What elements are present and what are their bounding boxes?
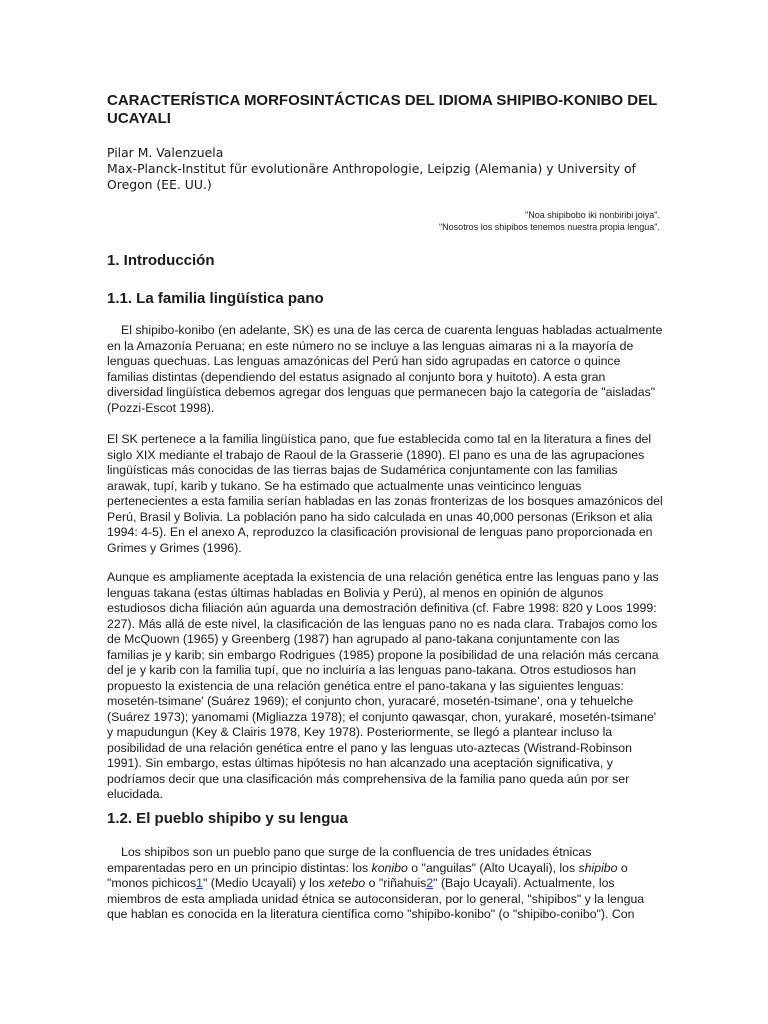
section-heading-familia-pano: 1.1. La familia lingüística pano [107,290,324,307]
author-name: Pilar M. Valenzuela [107,145,224,160]
author-affiliation: Max-Planck-Institut für evolutionäre Anthropologie, Leipzig (Alemania) y University of Oregon (EE. UU.) [107,161,636,192]
term-konibo: konibo [371,860,408,875]
paragraph-4 [107,845,663,923]
document-title: CARACTERÍSTICA MORFOSINTÁCTICAS DEL IDIOMA SHIPIBO-KONIBO DEL UCAYALI [107,92,658,127]
author-block [107,145,667,193]
epigraph-line-1: "Noa shipibobo iki nonbiribi joiya". [525,210,660,220]
paragraph-3-text: Aunque es ampliamente aceptada la existencia de una relación genética entre las lenguas pano y las lenguas takana (estas últimas habladas en Bolivia y Perú), al menos en opinión de algunos estudiosos dicha filiación aún aguarda una demostración definitiva (cf. Fabre 1998: 820 y Loos 1999: 227). Más allá de este nivel, la clasificación de las lenguas pano no es nada clara. Trabajos como los de McQuown (1965) y Greenberg (1987) han agrupado al pano-takana conjuntamente con las familias je y karib; sin embargo Rodrigues (1985) propone la posibilidad de una relación más cercana del je y karib con la familia tupí, que no incluiría a las lenguas pano-takana. Otros estudiosos han propuesto la existencia de una relación genética entre el pano-takana y las siguientes lenguas: mosetén-tsimane' (Suárez 1969); el conjunto chon, yuracaré, mosetén-tsimane', ona y tehuelche (Suárez 1973); yanomami (Migliazza 1978); el conjunto qawasqar, chon, yurakaré, mosetén-tsimane' y mapudungun (Key & Clairis 1978, Key 1978). Posteriormente, se llegó a plantear incluso la posibilidad de una relación genética entre el pano y las lenguas uto-aztecas (Wistrand-Robinson 1991). Sin embargo, estas últimas hipótesis no han alcanzado una aceptación significativa, y podríamos decir que una clasificación más comprehensiva de la familia pano queda aún por ser elucidada. [107,570,659,801]
paragraph-2 [107,432,663,556]
section-heading-pueblo-shipibo: 1.2. El pueblo shipibo y su lengua [107,810,348,827]
paragraph-4-text-f: " (Bajo Ucayali). Actualmente, los miembros de esta ampliada unidad étnica se autoconsideran, por lo general, "shipibos" y la lengua que hablan es conocida en la literatura científica como "shipibo-konibo" (o "shipibo-conibo"). Con [107,876,645,921]
paragraph-1-text: El shipibo-konibo (en adelante, SK) es una de las cerca de cuarenta lenguas habladas actualmente en la Amazonía Peruana; en este número no se incluye a las lenguas aimaras ni a la mayoría de lenguas quechuas. Las lenguas amazónicas del Perú han sido agrupadas en catorce o quince familias distintas (dependiendo del estatus asignado al conjunto bora y huitoto). A esta gran diversidad lingüística debemos agregar dos lenguas que permanecen bajo la categoría de "aisladas" (Pozzi-Escot 1998). [107,323,663,415]
epigraph-line-2: "Nosotros los shipibos tenemos nuestra propia lengua". [438,222,660,232]
term-xetebo: xetebo [328,876,366,890]
term-shipibo: shipibo [578,860,618,875]
footnote-link-2[interactable]: 2 [426,876,434,890]
paragraph-4-text-e: o "riñahuis [365,876,427,890]
epigraph [439,209,660,233]
paragraph-4-text-d: " (Medio Ucayali) y los [202,876,329,890]
footnote-link-1[interactable]: 1 [196,876,203,890]
section-heading-introduccion: 1. Introducción [107,252,215,269]
paragraph-1 [107,323,663,416]
paragraph-4-text-b: o "anguilas" (Alto Ucayali), los [407,860,579,875]
paragraph-4-text-c: o "monos pichicos [107,860,628,890]
paragraph-4-text-a: Los shipibos son un pueblo pano que surge de la confluencia de tres unidades étnicas emparentadas pero en un principio distintas: los [107,845,592,875]
paragraph-3 [107,570,663,803]
paragraph-2-text: El SK pertenece a la familia lingüística pano, que fue establecida como tal en la literatura a fines del siglo XIX mediante el trabajo de Raoul de la Grasserie (1890). El pano es una de las agrupaciones lingüísticas más conocidas de las tierras bajas de Sudamérica conjuntamente con las familias arawak, tupí, karib y tukano. Se ha estimado que actualmente unas veinticinco lenguas pertenecientes a esta familia serían habladas en las zonas fronterizas de los bosques amazónicos del Perú, Brasil y Bolivia. La población pano ha sido calculada en unas 40,000 personas (Erikson et alia 1994: 4-5). En el anexo A, reproduzco la clasificación provisional de lenguas pano proporcionada en Grimes y Grimes (1996). [107,432,663,555]
